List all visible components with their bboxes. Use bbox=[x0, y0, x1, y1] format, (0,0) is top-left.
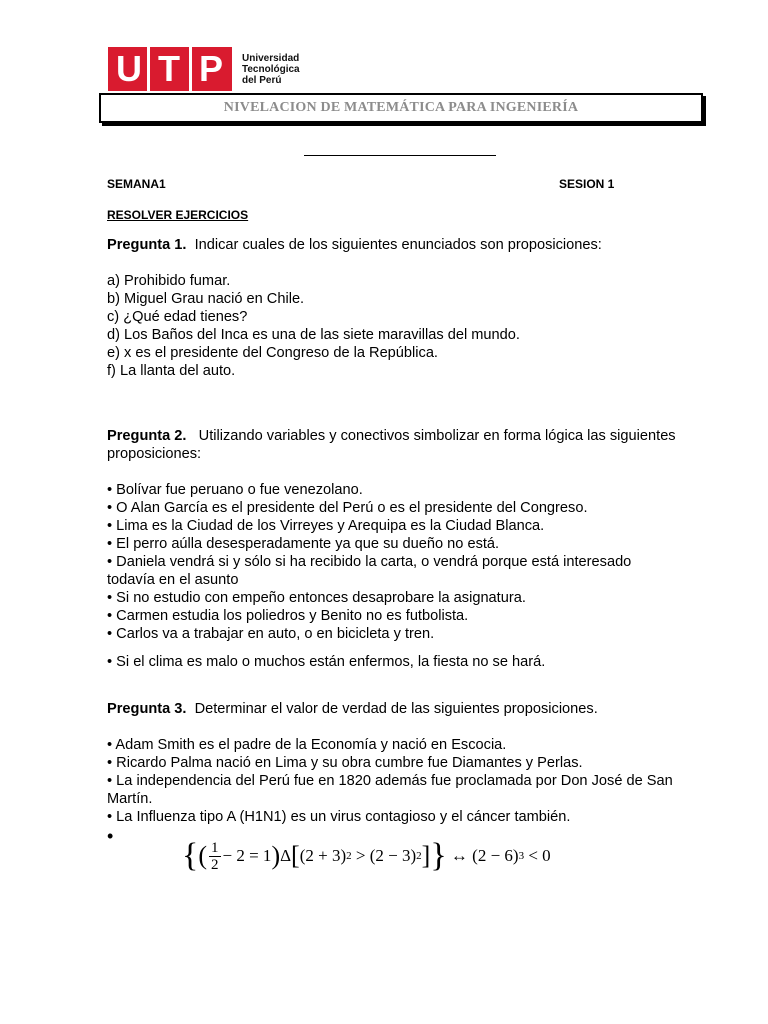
utp-logo-mark bbox=[108, 47, 232, 91]
formula-part-3: (2 − 6) bbox=[472, 846, 519, 865]
list-item: • Ricardo Palma nació en Lima y su obra cumbre fue Diamantes y Perlas. bbox=[107, 755, 583, 771]
question-2-label: Pregunta 2. bbox=[107, 428, 187, 444]
list-item: • La Influenza tipo A (H1N1) es un virus contagioso y el cáncer también. bbox=[107, 809, 571, 825]
question-3-heading bbox=[107, 700, 727, 718]
utp-logo bbox=[108, 47, 300, 91]
question-1-label: Pregunta 1. bbox=[107, 237, 187, 253]
fraction-denominator: 2 bbox=[211, 856, 219, 873]
list-item: todavía en el asunto bbox=[107, 572, 239, 588]
list-item: • Carlos va a trabajar en auto, o en bicicleta y tren. bbox=[107, 626, 435, 642]
logic-formula bbox=[182, 834, 551, 878]
question-3-prompt: Determinar el valor de verdad de las siguientes proposiciones. bbox=[194, 701, 598, 717]
university-name-line: Universidad bbox=[242, 52, 300, 64]
section-title: RESOLVER EJERCICIOS bbox=[107, 208, 249, 222]
formula-part-2a: (2 + 3) bbox=[299, 846, 347, 865]
formula-iff: ↔ bbox=[446, 846, 473, 865]
formula-fraction bbox=[209, 840, 221, 873]
question-1-heading bbox=[107, 236, 727, 254]
list-item: • Carmen estudia los poliedros y Benito no es futbolista. bbox=[107, 608, 469, 624]
logo-letter-t: T bbox=[158, 48, 180, 89]
week-label: SEMANA1 bbox=[107, 177, 166, 191]
formula-bracket: ] bbox=[421, 841, 431, 870]
formula-bullet: • bbox=[107, 826, 114, 846]
formula-exponent: 2 bbox=[416, 850, 422, 862]
question-1-items bbox=[107, 272, 727, 380]
list-item: Martín. bbox=[107, 791, 153, 807]
university-name-line: Tecnológica bbox=[242, 63, 300, 75]
question-1-prompt: Indicar cuales de los siguientes enunciados son proposiciones: bbox=[194, 237, 602, 253]
blank-line bbox=[304, 155, 496, 156]
session-label: SESION 1 bbox=[559, 177, 615, 191]
list-item: • Adam Smith es el padre de la Economía y nació en Escocia. bbox=[107, 737, 507, 753]
logo-separator bbox=[147, 47, 150, 91]
formula-part-2b: (2 − 3) bbox=[369, 846, 417, 865]
university-name-line: del Perú bbox=[242, 74, 282, 86]
university-name bbox=[242, 53, 300, 86]
logo-letter-p: P bbox=[199, 48, 224, 89]
formula-exponent: 3 bbox=[518, 850, 525, 862]
fraction-numerator: 1 bbox=[211, 839, 219, 856]
list-item: • Lima es la Ciudad de los Virreyes y Arequipa es la Ciudad Blanca. bbox=[107, 518, 545, 534]
formula-brace-close: } bbox=[430, 837, 447, 874]
formula-brace-open: { bbox=[182, 837, 199, 874]
list-item: • La independencia del Perú fue en 1820 además fue proclamada por Don José de San bbox=[107, 773, 673, 789]
formula-paren: ( bbox=[198, 841, 207, 870]
list-item: • O Alan García es el presidente del Perú o es el presidente del Congreso. bbox=[107, 500, 588, 516]
course-banner bbox=[99, 93, 703, 123]
logo-letter-u: U bbox=[116, 48, 142, 89]
question-2-heading bbox=[107, 427, 727, 463]
formula-exponent: 2 bbox=[346, 850, 352, 862]
formula-gt: > bbox=[351, 846, 370, 865]
question-3-label: Pregunta 3. bbox=[107, 701, 187, 717]
list-item: a) Prohibido fumar. bbox=[107, 273, 231, 289]
course-title: NIVELACION DE MATEMÁTICA PARA INGENIERÍA bbox=[223, 100, 579, 115]
list-item: • Si no estudio con empeño entonces desaprobare la asignatura. bbox=[107, 590, 526, 606]
formula-bracket: [ bbox=[291, 841, 300, 870]
list-item: f) La llanta del auto. bbox=[107, 363, 236, 379]
question-2-prompt: Utilizando variables y conectivos simbolizar en forma lógica las siguientes bbox=[198, 428, 676, 444]
logo-separator bbox=[189, 47, 192, 91]
question-2-items bbox=[107, 481, 727, 643]
question-3-items bbox=[107, 736, 727, 826]
formula-delta: Δ bbox=[280, 846, 292, 865]
list-item: b) Miguel Grau nació en Chile. bbox=[107, 291, 305, 307]
list-item: e) x es el presidente del Congreso de la República. bbox=[107, 345, 438, 361]
formula-paren: ) bbox=[271, 841, 281, 870]
list-item: • Si el clima es malo o muchos están enfermos, la fiesta no se hará. bbox=[107, 654, 546, 670]
formula-tail: < 0 bbox=[524, 846, 551, 865]
list-item: c) ¿Qué edad tienes? bbox=[107, 309, 248, 325]
list-item: • Bolívar fue peruano o fue venezolano. bbox=[107, 482, 363, 498]
question-2-prompt-continued: proposiciones: bbox=[107, 446, 202, 462]
formula-part-1: − 2 = 1 bbox=[222, 846, 272, 865]
list-item: • Daniela vendrá si y sólo si ha recibido la carta, o vendrá porque está interesado bbox=[107, 554, 632, 570]
list-item: d) Los Baños del Inca es una de las siete maravillas del mundo. bbox=[107, 327, 520, 343]
list-item: • El perro aúlla desesperadamente ya que su dueño no está. bbox=[107, 536, 500, 552]
